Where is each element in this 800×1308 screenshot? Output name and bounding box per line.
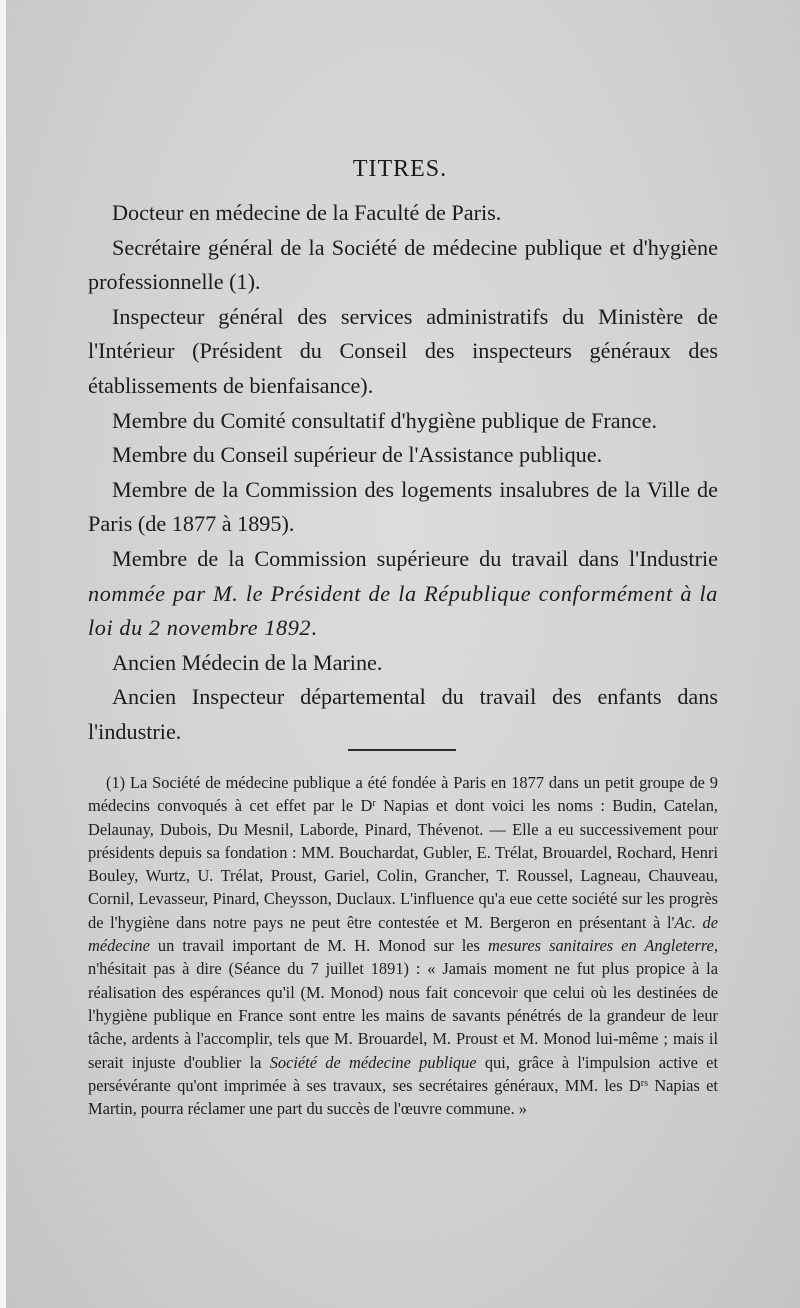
footnote-text: qui, grâce à l'impulsion active et persévérante qu'ont imprimée à ses travaux, ses secrétaires généraux, MM. les D <box>88 1052 719 1095</box>
footnote-text: un travail important de M. H. Monod sur les <box>149 936 488 956</box>
title-entry: Membre de la Commission des logements insalubres de la Ville de Paris (de 1877 à 1895). <box>88 476 718 537</box>
footnote-italic: mesures sanitaires en Angleterre <box>487 936 714 956</box>
title-entry: Ancien Inspecteur départemental du travail des enfants dans l'industrie. <box>88 684 718 744</box>
title-entry: Docteur en médecine de la Faculté de Paris. <box>112 200 502 225</box>
footnote-separator <box>348 749 456 751</box>
footnote <box>88 771 718 1120</box>
footnote-superscript: r <box>372 798 376 810</box>
page-title: TITRES. <box>352 156 448 182</box>
footnote-italic: Ac. de médecine <box>88 912 718 956</box>
entry-italic-text: nommée par M. le Président de la République conformément à la loi du 2 novembre 1892 <box>88 580 718 641</box>
title-entry: Membre du Comité consultatif d'hygiène publique de France. <box>112 407 657 433</box>
title-entry: Membre du Conseil supérieur de l'Assistance publique. <box>112 442 603 468</box>
title-entry: Inspecteur général des services administratifs du Ministère de l'Intérieur (Président du Conseil des inspecteurs généraux des établissements de bienfaisance). <box>88 303 718 398</box>
title-entry: Ancien Médecin de la Marine. <box>112 649 383 675</box>
footnote-text: Napias et dont voici les noms : Budin, Catelan, Delaunay, Dubois, Du Mesnil, Laborde, Pinard, Thévenot. — Elle a eu successivement pour présidents depuis sa fondation : MM. Bouchardat, Gubler, E. Trélat, Brouardel, Rochard, Henri Bouley, Wurtz, U. Trélat, Proust, Gariel, Colin, Grancher, T. Roussel, Lagneau, Chauveau, Cornil, Levasseur, Pinard, Cheysson, Duclaux. L'influence qu'a eue cette société sur les progrès de l'hygiène dans notre pays ne peut être contestée et M. Bergeron en présentant à l' <box>88 796 718 932</box>
footnote-text: , n'hésitait pas à dire (Séance du 7 juillet 1891) : « Jamais moment ne fut plus propice à la réalisation des espérances qu'il (M. Monod) nous fait concevoir que celui où les destinées de l'hygiène publique en France sont entre les mains de savants pénétrés de la grandeur de leur tâche, ardents à l'accomplir, tels que M. Brouardel, M. Proust et M. Monod lui-même ; mais il serait injuste d'oublier la <box>88 936 718 1072</box>
title-entry: Secrétaire général de la Société de médecine publique et d'hygiène professionnelle (1). <box>88 234 718 295</box>
footnote-italic: Société de médecine publique <box>269 1052 477 1072</box>
page-edge <box>0 0 6 1308</box>
entry-text: Membre de la Commission supérieure du travail dans l'Industrie <box>112 545 718 571</box>
footnote-superscript: rs <box>640 1077 648 1089</box>
titles-list <box>88 196 718 750</box>
footnote-text: Napias et Martin, pourra réclamer une part du succès de l'œuvre commune. » <box>88 1075 718 1119</box>
entry-text: . <box>311 615 317 641</box>
footnote-text: (1) La Société de médecine publique a été fondée à Paris en 1877 dans un petit groupe de 9 médecins convoqués à cet effet par le D <box>88 773 718 816</box>
title-entry <box>88 542 718 646</box>
